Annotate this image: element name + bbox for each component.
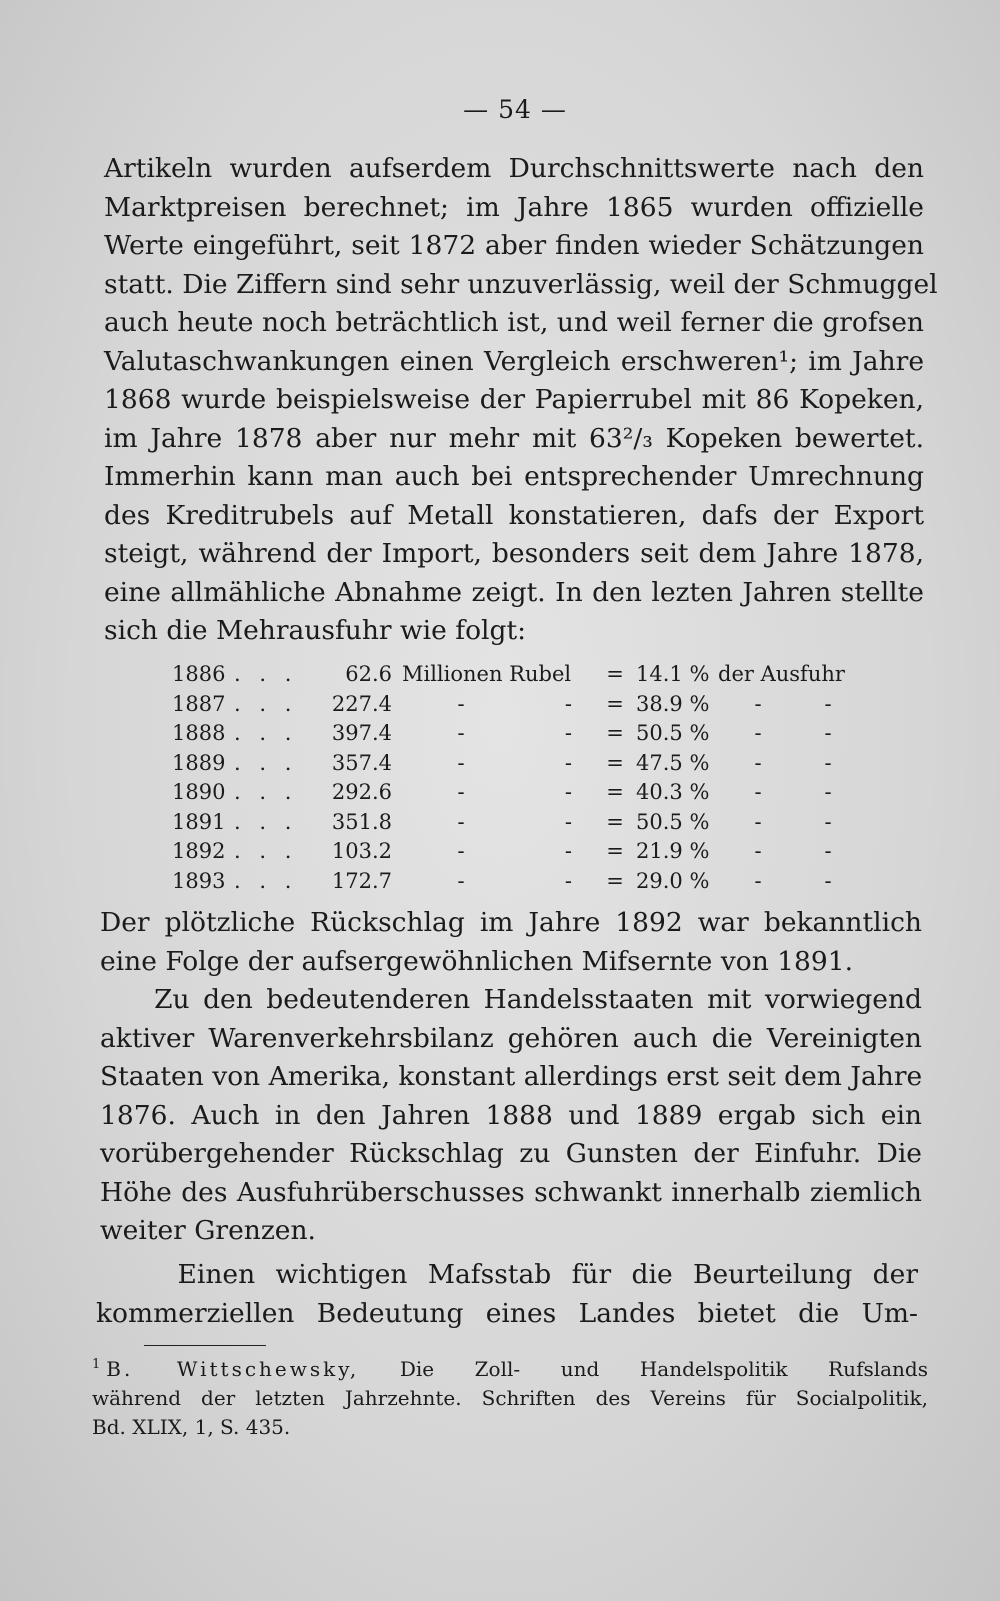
text-line: 1876. Auch in den Jahren 1888 und 1889 ergab sich ein (100, 1099, 922, 1131)
unit-cell (392, 808, 594, 838)
text-line: Artikeln wurden aufserdem Durchschnittswerte nach den (104, 153, 924, 184)
percent-sign: % (689, 691, 710, 716)
text-line: Einen wichtigen Mafsstab für die Beurteilung der (96, 1259, 918, 1290)
ditto-mark: - (754, 868, 762, 893)
leader-dots: . . . (234, 809, 298, 834)
leader-dots: . . . (234, 721, 298, 745)
footnote-line: während der letzten Jahrzehnte. Schriften des Vereins für Socialpolitik, (92, 1386, 928, 1410)
tail-cell (718, 749, 868, 779)
value-cell: 351.8 (331, 809, 392, 834)
value-cell: 292.6 (331, 780, 392, 804)
text-line: Marktpreisen berechnet; im Jahre 1865 wurden offizielle (104, 191, 924, 223)
ditto-mark: - (564, 780, 572, 804)
tail-cell (718, 778, 868, 808)
value-cell: 397.4 (331, 721, 392, 745)
leader-dots: . . . (234, 750, 298, 775)
year-cell: 1886 (172, 662, 226, 686)
equals-sign: = (606, 750, 624, 775)
percent-value: 21.9 (636, 839, 683, 863)
unit-cell (392, 719, 594, 749)
percent-value: 50.5 (636, 809, 683, 834)
ditto-mark: - (457, 780, 465, 804)
table-row (172, 719, 868, 749)
text-line: Der plötzliche Rückschlag im Jahre 1892 war bekanntlich (100, 907, 922, 938)
text-line: Staaten von Amerika, konstant allerdings erst seit dem Jahre (100, 1061, 923, 1092)
leader-dots: . . . (234, 839, 298, 863)
ditto-mark: - (457, 721, 465, 745)
export-surplus-table (172, 660, 868, 896)
tail-cell (718, 690, 868, 720)
text-line: weiter Grenzen. (100, 1215, 316, 1246)
leader-dots: . . . (234, 662, 298, 686)
equals-sign: = (606, 839, 624, 863)
tail-cell (718, 719, 868, 749)
ditto-mark: - (824, 750, 832, 775)
value-cell: 172.7 (331, 868, 392, 893)
paragraph-2 (100, 904, 922, 1251)
percent-sign: % (689, 839, 710, 863)
tail-label: der Ausfuhr (718, 662, 845, 686)
ditto-mark: - (457, 691, 465, 716)
year-cell: 1887 (172, 691, 226, 716)
text-line: Valutaschwankungen einen Vergleich erschweren¹; im Jahre (104, 345, 924, 377)
text-line: auch heute noch beträchtlich ist, und weil ferner die grofsen (104, 307, 924, 338)
equals-sign: = (606, 868, 624, 893)
table-row (172, 867, 868, 897)
text-line: aktiver Warenverkehrsbilanz gehören auch die Vereinigten (100, 1022, 922, 1054)
ditto-mark: - (457, 868, 465, 893)
ditto-mark: - (457, 809, 465, 834)
year-cell: 1891 (172, 809, 226, 834)
text-line: Immerhin kann man auch bei entsprechender Umrechnung (104, 461, 924, 492)
ditto-mark: - (824, 691, 832, 716)
text-line: statt. Die Ziffern sind sehr unzuverlässig, weil der Schmuggel (104, 268, 938, 300)
percent-value: 47.5 (636, 750, 683, 775)
percent-sign: % (689, 780, 710, 804)
text-line: Werte eingeführt, seit 1872 aber finden wieder Schätzungen (104, 230, 924, 261)
ditto-mark: - (564, 839, 572, 863)
ditto-mark: - (754, 691, 762, 716)
percent-sign: % (689, 662, 710, 686)
tail-cell (718, 867, 868, 897)
percent-sign: % (689, 750, 710, 775)
percent-cell (636, 808, 718, 838)
table-row (172, 778, 868, 808)
leader-dots: . . . (234, 691, 298, 716)
footnote-line (92, 1350, 928, 1384)
table-row (172, 808, 868, 838)
ditto-mark: - (564, 691, 572, 716)
equals-sign: = (606, 691, 624, 716)
ditto-mark: - (564, 721, 572, 745)
ditto-mark: - (564, 750, 572, 775)
unit-cell (392, 837, 594, 867)
paragraph-3 (96, 1256, 918, 1333)
percent-cell (636, 867, 718, 897)
text-line: sich die Mehrausfuhr wie folgt: (104, 615, 527, 646)
ditto-mark: - (457, 839, 465, 863)
ditto-mark: - (564, 809, 572, 834)
percent-sign: % (689, 868, 710, 893)
ditto-mark: - (824, 780, 832, 804)
tail-cell (718, 808, 868, 838)
value-cell: 227.4 (331, 691, 392, 716)
equals-sign: = (606, 662, 624, 686)
value-cell: 62.6 (345, 662, 392, 686)
footnote-marker: 1 (92, 1357, 101, 1372)
unit-cell (392, 778, 594, 808)
ditto-mark: - (824, 868, 832, 893)
unit-cell (392, 749, 594, 779)
percent-sign: % (689, 809, 710, 834)
ditto-mark: - (564, 868, 572, 893)
ditto-mark: - (754, 780, 762, 804)
year-cell: 1889 (172, 750, 226, 775)
ditto-mark: - (754, 809, 762, 834)
ditto-mark: - (754, 750, 762, 775)
text-line: Höhe des Ausfuhrüberschusses schwankt innerhalb ziemlich (100, 1176, 922, 1208)
text-line: kommerziellen Bedeutung eines Landes bietet die Um- (96, 1297, 918, 1329)
unit-label: Millionen Rubel (402, 662, 572, 686)
unit-cell (392, 690, 594, 720)
percent-cell (636, 690, 718, 720)
ditto-mark: - (824, 839, 832, 863)
value-cell: 357.4 (331, 750, 392, 775)
percent-value: 40.3 (636, 780, 683, 804)
ditto-mark: - (754, 839, 762, 863)
footnote (92, 1350, 928, 1442)
unit-cell (392, 660, 594, 690)
unit-cell (392, 867, 594, 897)
percent-sign: % (689, 721, 710, 745)
table-row (172, 749, 868, 779)
year-cell: 1888 (172, 721, 226, 745)
page-number: — 54 — (463, 95, 567, 124)
value-cell: 103.2 (331, 839, 392, 863)
text-line: Zu den bedeutenderen Handelsstaaten mit vorwiegend (100, 984, 922, 1015)
text-line: steigt, während der Import, besonders seit dem Jahre 1878, (104, 538, 924, 569)
text-line: 1868 wurde beispielsweise der Papierrubel mit 86 Kopeken, (104, 384, 924, 415)
table-row (172, 837, 868, 867)
text-line: im Jahre 1878 aber nur mehr mit 63²/₃ Kopeken bewertet. (104, 422, 924, 454)
text-line: eine Folge der aufsergewöhnlichen Mifsernte von 1891. (100, 945, 854, 977)
equals-sign: = (606, 721, 624, 745)
percent-value: 14.1 (636, 662, 683, 686)
paragraph-1 (104, 150, 938, 651)
text-line: des Kreditrubels auf Metall konstatieren, dafs der Export (104, 499, 924, 531)
percent-value: 38.9 (636, 691, 683, 716)
percent-cell (636, 749, 718, 779)
footnote-separator (144, 1345, 266, 1346)
percent-cell (636, 778, 718, 808)
text-line: vorübergehender Rückschlag zu Gunsten der Einfuhr. Die (100, 1138, 922, 1169)
ditto-mark: - (754, 721, 762, 745)
tail-cell (718, 660, 868, 690)
leader-dots: . . . (234, 868, 298, 893)
ditto-mark: - (824, 809, 832, 834)
percent-cell (636, 719, 718, 749)
year-cell: 1893 (172, 868, 226, 893)
table-row (172, 690, 868, 720)
equals-sign: = (606, 809, 624, 834)
equals-sign: = (606, 780, 624, 804)
percent-cell (636, 837, 718, 867)
year-cell: 1890 (172, 780, 226, 804)
footnote-author: B. Wittschewsky, (106, 1357, 360, 1381)
leader-dots: . . . (234, 780, 298, 804)
percent-value: 50.5 (636, 721, 683, 745)
percent-value: 29.0 (636, 868, 683, 893)
tail-cell (718, 837, 868, 867)
year-cell: 1892 (172, 839, 226, 863)
ditto-mark: - (457, 750, 465, 775)
footnote-line: Bd. XLIX, 1, S. 435. (92, 1415, 291, 1439)
ditto-mark: - (824, 721, 832, 745)
table-row (172, 660, 868, 690)
percent-cell (636, 660, 718, 690)
text-line: eine allmähliche Abnahme zeigt. In den lezten Jahren stellte (104, 576, 924, 608)
footnote-title: Die Zoll- und Handelspolitik Rufslands (399, 1357, 928, 1381)
